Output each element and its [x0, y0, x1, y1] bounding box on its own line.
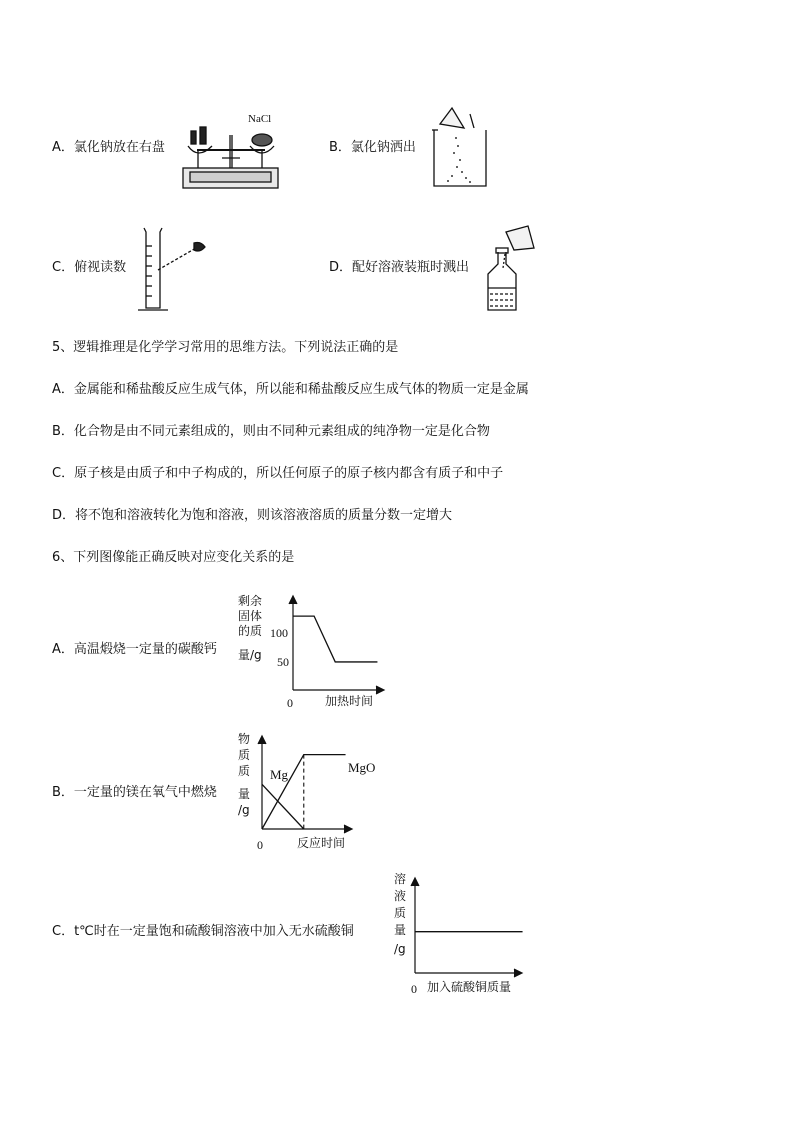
- q6-option-a: A．高温煅烧一定量的碳酸钙: [52, 642, 217, 657]
- chart-a-ylabel-4: 量/g: [238, 648, 262, 662]
- chart-b-ylabel-5: /g: [238, 803, 250, 817]
- q4-option-c: C．俯视读数: [52, 260, 127, 275]
- chart-b-ylabel-3: 质: [238, 764, 251, 778]
- q6-stem: 6、下列图像能正确反映对应变化关系的是: [52, 550, 295, 565]
- q6-option-c: C．t℃时在一定量饱和硫酸铜溶液中加入无水硫酸铜: [52, 924, 354, 939]
- chart-b-ylabel-2: 质: [238, 748, 251, 762]
- chart-b-mg-label: Mg: [270, 767, 289, 782]
- chart-c-xlabel: 加入硫酸铜质量: [427, 980, 512, 994]
- q5-option-d: D．将不饱和溶液转化为饱和溶液，则该溶液溶质的质量分数一定增大: [52, 508, 453, 523]
- chart-b-mgo-label: MgO: [348, 760, 376, 775]
- chart-a-ylabel-2: 固体: [238, 609, 263, 623]
- nacl-label: NaCl: [248, 113, 272, 125]
- chart-a-ylabel-1: 剩余: [238, 594, 263, 608]
- chart-c-x-arrow: [514, 969, 522, 977]
- chart-b-xlabel: 反应时间: [297, 836, 346, 850]
- q4-option-a: A．氯化钠放在右盘: [52, 140, 165, 155]
- q5-stem: 5、逻辑推理是化学学习常用的思维方法。下列说法正确的是: [52, 340, 399, 355]
- chart-c-ylabel-3: 质: [394, 906, 407, 920]
- chart-a-origin: 0: [287, 696, 293, 710]
- q6-option-b: B．一定量的镁在氧气中燃烧: [52, 785, 217, 800]
- q5-option-b: B．化合物是由不同元素组成的，则由不同种元素组成的纯净物一定是化合物: [52, 424, 490, 439]
- chart-c-ylabel-4: 量: [394, 923, 407, 937]
- chart-a-xlabel: 加热时间: [325, 694, 374, 708]
- chart-a-ylabel-3: 的质: [238, 624, 263, 638]
- chart-b-ylabel-4: 量: [238, 787, 251, 801]
- q5-option-a: A．金属能和稀盐酸反应生成气体，所以能和稀盐酸反应生成气体的物质一定是金属: [52, 382, 529, 397]
- chart-c-ylabel-2: 液: [394, 889, 407, 903]
- q4-option-d: D．配好溶液装瓶时溅出: [329, 260, 470, 275]
- chart-b-origin: 0: [257, 838, 263, 852]
- q5-option-c: C．原子核是由质子和中子构成的，所以任何原子的原子核内都含有质子和中子: [52, 466, 504, 481]
- chart-c-y-arrow: [411, 878, 419, 886]
- chart-a-ytick-50: 50: [277, 655, 289, 669]
- chart-c-ylabel-1: 溶: [394, 872, 407, 886]
- chart-a-ytick-100: 100: [270, 626, 288, 640]
- chart-b-ylabel-1: 物: [238, 732, 251, 746]
- chart-c-origin: 0: [411, 982, 417, 996]
- chart-c-ylabel-5: /g: [394, 942, 406, 956]
- q4-option-b: B．氯化钠洒出: [329, 140, 416, 155]
